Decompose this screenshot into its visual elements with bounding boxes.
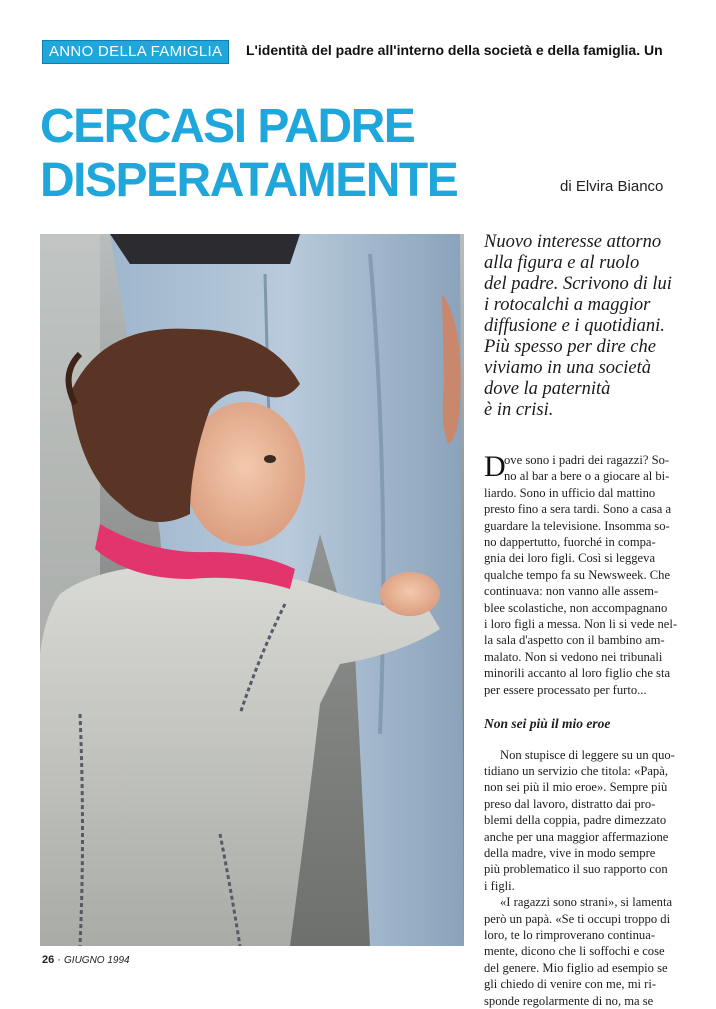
text-line: i figli. <box>484 878 515 893</box>
text-line: tidiano un servizio che titola: «Papà, <box>484 763 668 778</box>
text-line: la sala d'aspetto con il bambino am- <box>484 633 665 648</box>
third-paragraph <box>484 894 706 1009</box>
text-line: mente, dicono che li soffochi e cose <box>484 944 665 959</box>
text-line: blemi della coppia, padre dimezzato <box>484 813 667 828</box>
text-line: no dappertutto, fuorché in compa- <box>484 535 656 550</box>
section-tag: ANNO DELLA FAMIGLIA <box>42 40 229 64</box>
text-line: malato. Non si vedono nei tribunali <box>484 649 663 664</box>
text-line: della madre, vive in modo sempre <box>484 845 656 860</box>
issue-date: GIUGNO 1994 <box>64 955 130 966</box>
text-line: del genere. Mio figlio ad esempio se <box>484 960 668 975</box>
text-line: qualche tempo fa su Newsweek. Che <box>484 567 671 582</box>
text-line: però un papà. «Se ti occupi troppo di <box>484 911 671 926</box>
intro-line: Più spesso per dire che <box>484 337 656 357</box>
text-line: più problematico il suo rapporto con <box>484 862 668 877</box>
kicker-text: L'identità del padre all'interno della società e della famiglia. Un <box>246 42 663 58</box>
text-line: i loro figli a messa. Non li si vede nel- <box>484 617 678 632</box>
text-line: no al bar a bere o a giocare al bi- <box>504 469 670 484</box>
intro-line: del padre. Scrivono di lui <box>484 274 672 294</box>
text-line: loro, te lo rimproverano continua- <box>484 927 656 942</box>
text-line: guardare la televisione. Insomma so- <box>484 518 670 533</box>
text-line: Non stupisce di leggere su un quo- <box>500 747 675 762</box>
section-subhead: Non sei più il mio eroe <box>484 716 611 732</box>
dropcap: D <box>484 450 506 483</box>
text-line: anche per una maggior affermazione <box>484 829 669 844</box>
title-line-2: DISPERATAMENTE <box>40 154 458 207</box>
text-line: liardo. Sono in ufficio dal mattino <box>484 485 656 500</box>
text-line: «I ragazzi sono strani», si lamenta <box>500 895 673 910</box>
text-line: sponde regolarmente di no, ma se <box>484 993 654 1008</box>
text-line: blee scolastiche, non accompagnano <box>484 600 668 615</box>
intro-line: dove la paternità <box>484 379 611 399</box>
text-line: gnia dei loro figli. Così si leggeva <box>484 551 656 566</box>
intro-line: i rotocalchi a maggior <box>484 295 651 315</box>
kicker-bar <box>42 40 714 64</box>
article-title <box>40 100 457 208</box>
page-number: 26 <box>42 954 55 966</box>
text-line: preso dal lavoro, distratto dai pro- <box>484 796 656 811</box>
byline: di Elvira Bianco <box>560 178 664 195</box>
first-paragraph <box>484 452 706 698</box>
article-standfirst <box>484 232 706 421</box>
folio-separator: · <box>54 954 65 966</box>
intro-line: viviamo in una società <box>484 358 651 378</box>
text-line: presto fino a sera tardi. Sono a casa a <box>484 502 672 517</box>
article-photo <box>40 234 464 946</box>
text-line: non sei più il mio eroe». Sempre più <box>484 780 668 795</box>
text-line: minorili accanto al loro figlio che sta <box>484 666 671 681</box>
body-column <box>484 452 706 1009</box>
text-line: per essere processato per furto... <box>484 682 647 697</box>
page-folio <box>42 954 130 966</box>
intro-line: alla figura e al ruolo <box>484 253 640 273</box>
intro-line: Nuovo interesse attorno <box>484 232 662 252</box>
intro-line: è in crisi. <box>484 400 554 420</box>
intro-line: diffusione e i quotidiani. <box>484 316 665 336</box>
second-paragraph <box>484 747 706 895</box>
text-line: gli chiedo di venire con me, mi ri- <box>484 977 657 992</box>
text-line: ove sono i padri dei ragazzi? So- <box>504 453 670 467</box>
title-line-1: CERCASI PADRE <box>40 100 415 153</box>
text-line: continuava: non vanno alle assem- <box>484 584 659 599</box>
photo-illustration <box>40 234 464 946</box>
